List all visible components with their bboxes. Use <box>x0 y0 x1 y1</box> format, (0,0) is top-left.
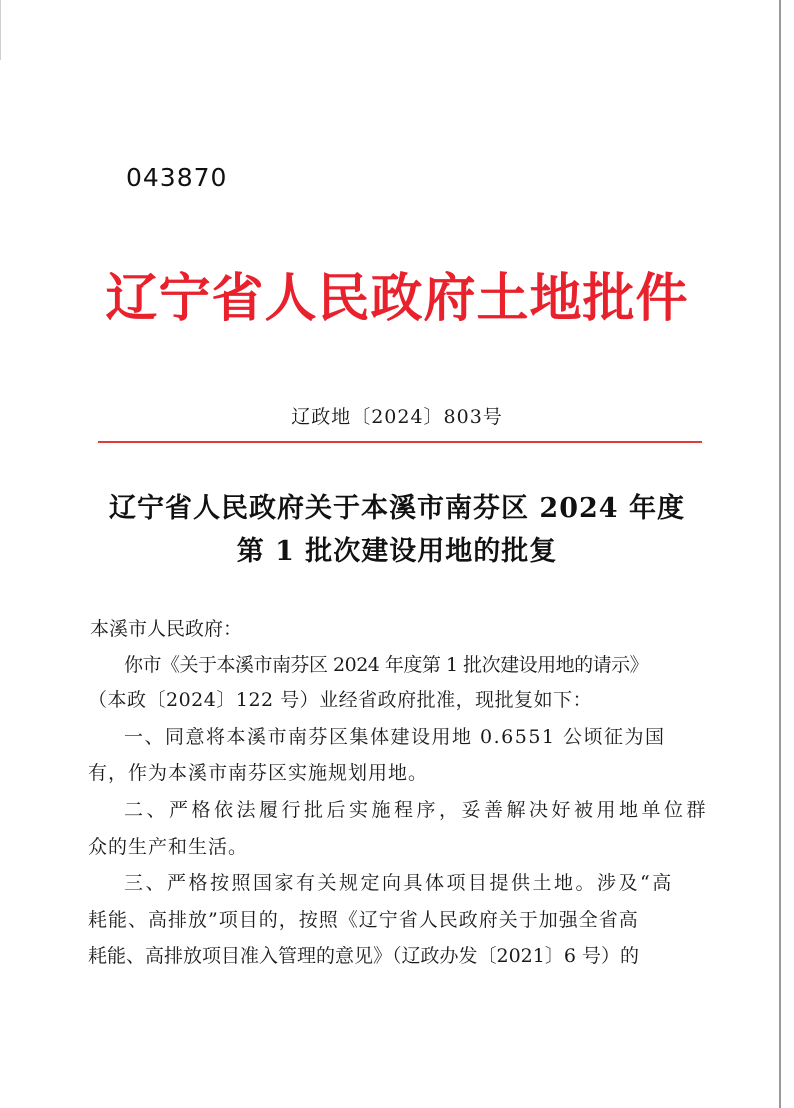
document-number: 辽政地〔2024〕803号 <box>291 406 503 428</box>
body-line-2: （本政〔2024〕122 号）业经省政府批准，现批复如下： <box>88 689 593 711</box>
document-title-line-2: 第 1 批次建设用地的批复 <box>236 536 558 567</box>
masthead-title: 辽宁省人民政府土地批件 <box>105 269 689 329</box>
body-line-5: 二、严格依法履行批后实施程序，妥善解决好被用地单位群 <box>124 799 710 821</box>
body-line-9: 耗能、高排放项目准入管理的意见》（辽政办发〔2021〕6 号）的 <box>88 945 639 967</box>
salutation: 本溪市人民政府： <box>90 618 243 640</box>
body-line-6: 众的生产和生活。 <box>88 836 249 858</box>
body-line-3: 一、同意将本溪市南芬区集体建设用地 0.6551 公顷征为国 <box>124 726 666 748</box>
body-line-8: 耗能、高排放”项目的，按照《辽宁省人民政府关于加强全省高 <box>88 909 639 931</box>
serial-number: 043870 <box>126 163 228 192</box>
red-divider-line <box>98 441 702 443</box>
scan-edge-left <box>0 0 1 60</box>
body-line-7: 三、严格按照国家有关规定向具体项目提供土地。涉及“高 <box>124 872 674 894</box>
body-line-1: 你市《关于本溪市南芬区 2024 年度第 1 批次建设用地的请示》 <box>124 654 649 676</box>
document-title-line-1: 辽宁省人民政府关于本溪市南芬区 2024 年度 <box>109 493 685 524</box>
body-line-4: 有，作为本溪市南芬区实施规划用地。 <box>88 762 429 784</box>
